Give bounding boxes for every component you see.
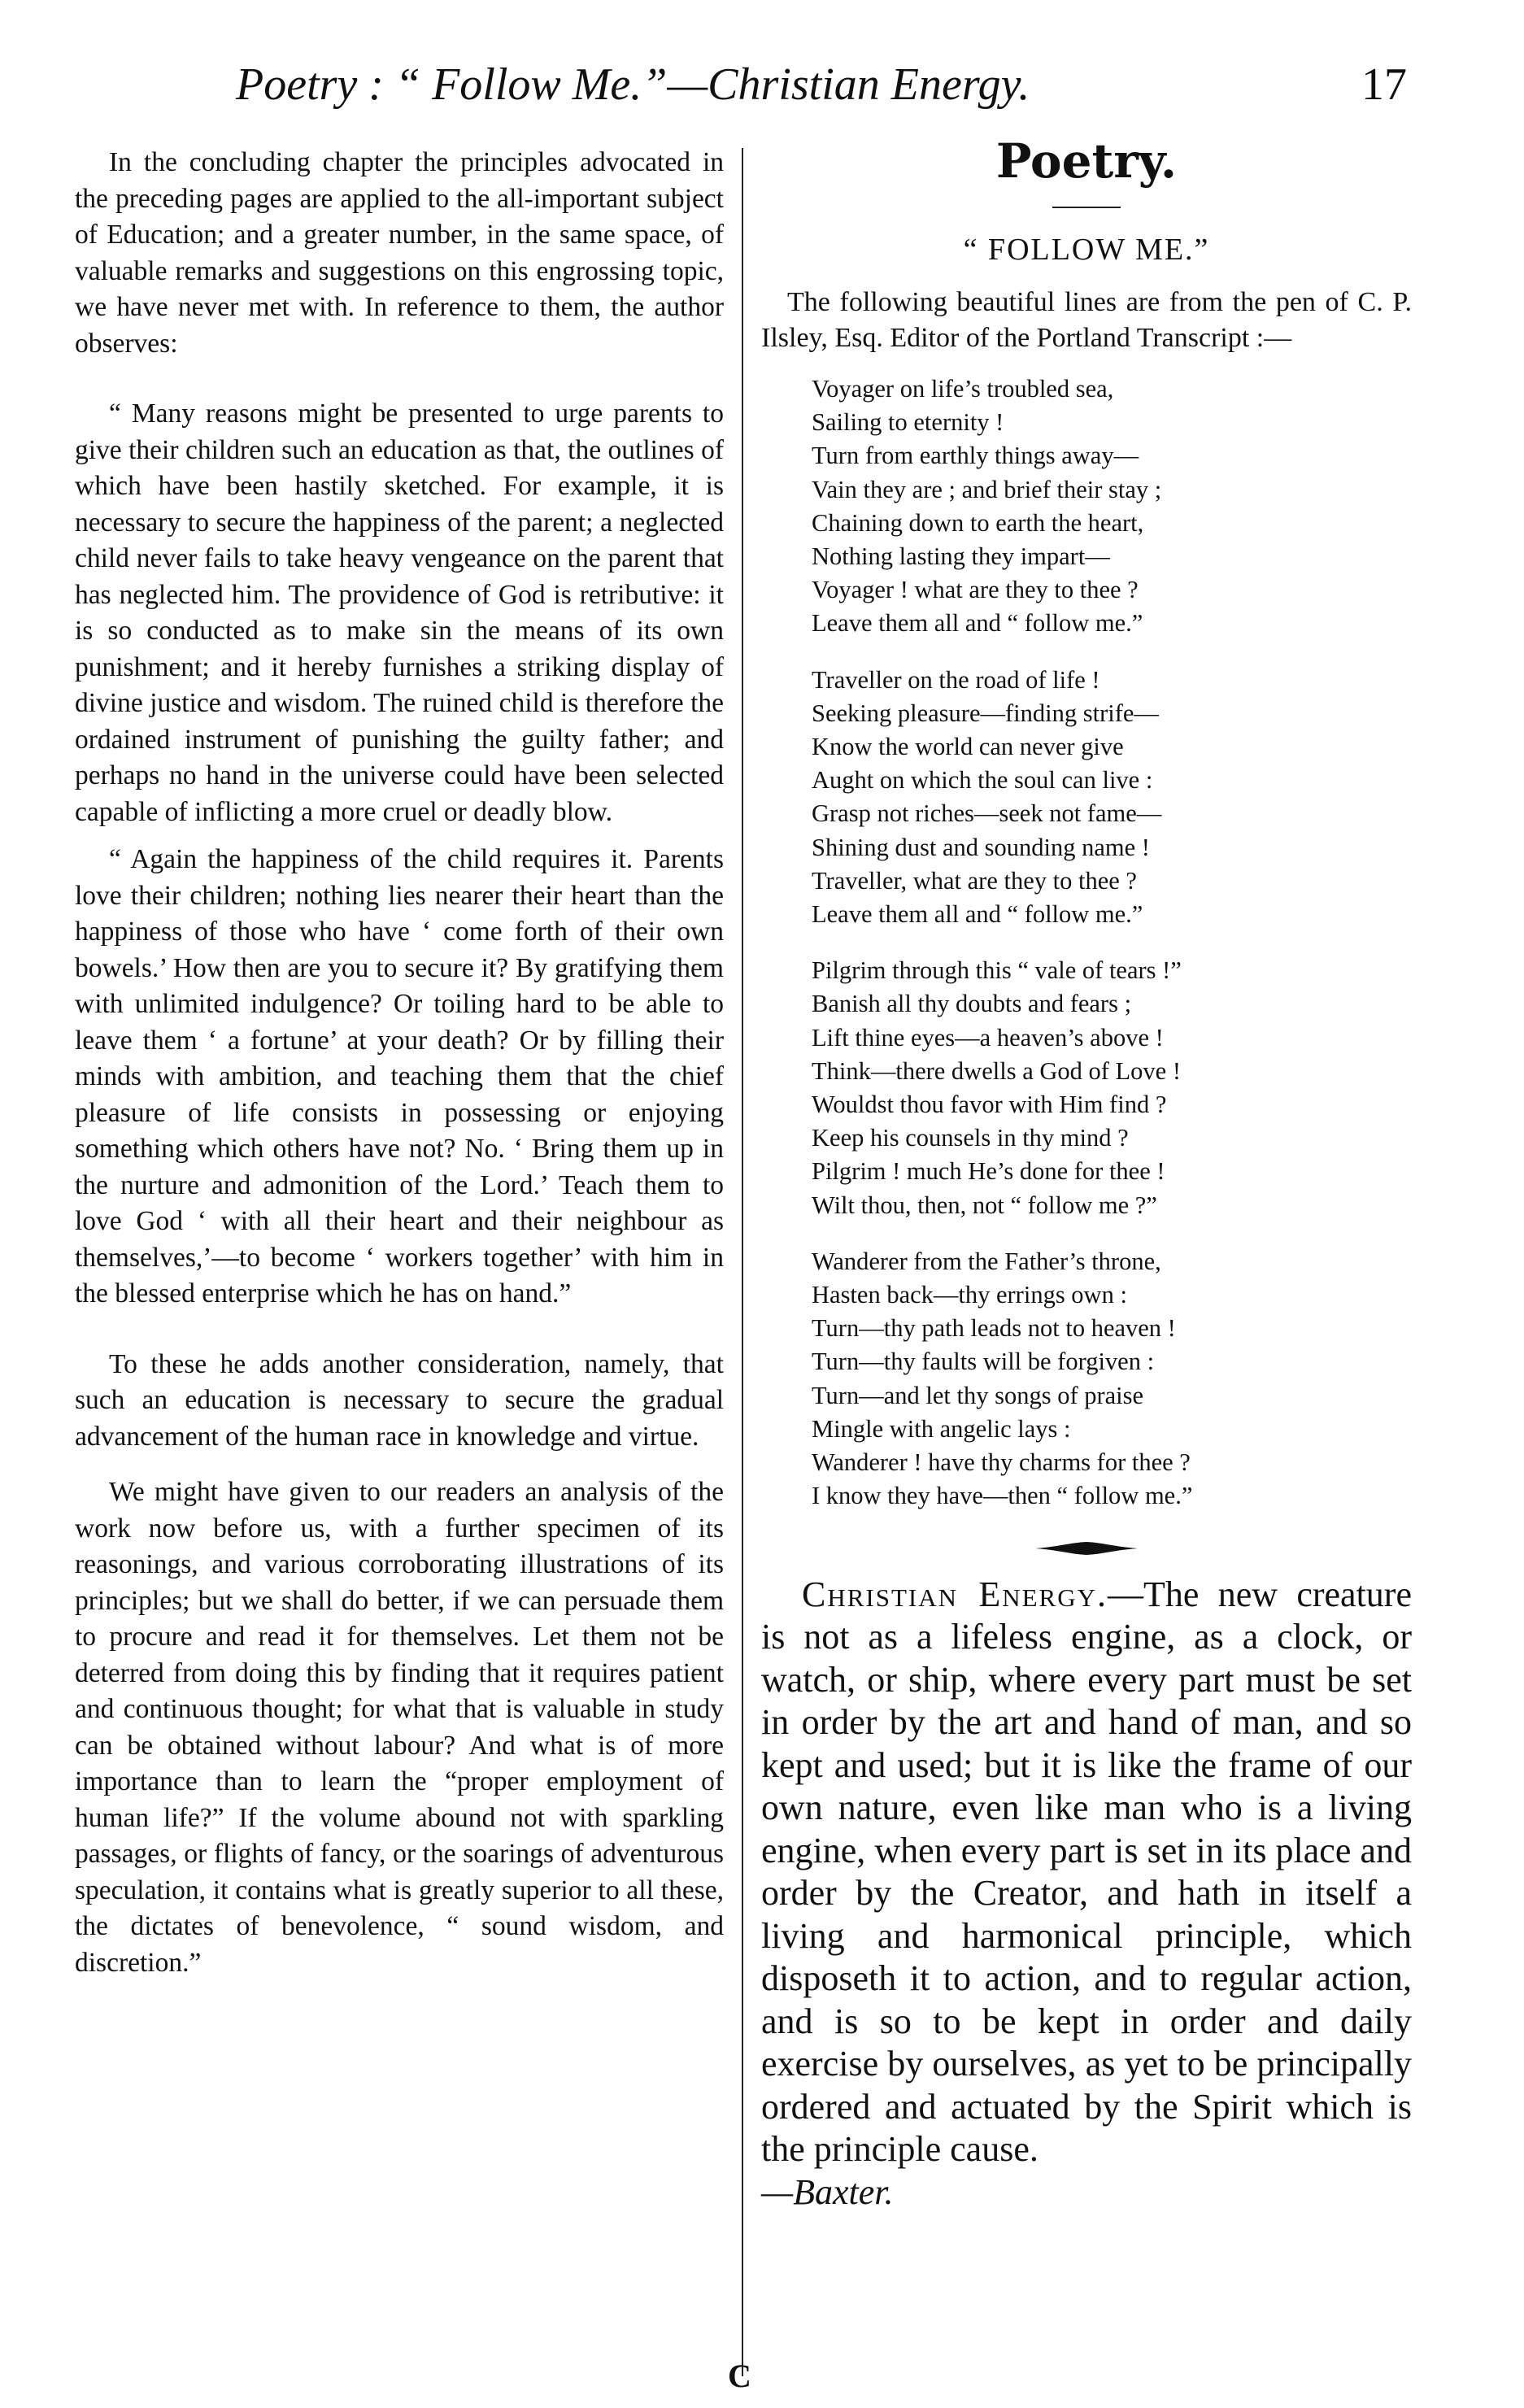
- running-head-title: Poetry : “ Follow Me.”—Christian Energy.: [236, 59, 1030, 110]
- poem-line: I know they have—then “ follow me.”: [812, 1482, 1193, 1510]
- essay-christian-energy: [761, 1574, 1412, 2214]
- poem-line: Voyager ! what are they to thee ?: [812, 576, 1139, 604]
- paragraph-intro: In the concluding chapter the principles advocated in the preceding pages are applied to the all-important subject of Education; and a greater number, in the same space, of valuable remarks and suggestions on this engrossing topic, we have never met with. In reference to them, the author observes:: [75, 147, 724, 359]
- poem-line: Chaining down to earth the heart,: [812, 508, 1144, 537]
- poem-line: Turn—thy path leads not to heaven !: [812, 1314, 1176, 1343]
- poem-line: Aught on which the soul can live :: [812, 766, 1153, 795]
- poem-line: Grasp not riches—seek not fame—: [812, 799, 1162, 828]
- poem-line: Think—there dwells a God of Love !: [812, 1056, 1181, 1085]
- poem-line: Turn from earthly things away—: [812, 442, 1139, 470]
- essay-lead: Christian Energy.: [802, 1574, 1108, 1614]
- essay-attribution: —Baxter.: [761, 2171, 894, 2212]
- poem-title: “ FOLLOW ME.”: [963, 233, 1210, 267]
- poem-line: Traveller on the road of life !: [812, 665, 1100, 694]
- poem-line: Leave them all and “ follow me.”: [812, 900, 1143, 929]
- poem-line: Traveller, what are they to thee ?: [812, 866, 1137, 895]
- poem-line: Vain they are ; and brief their stay ;: [812, 475, 1162, 503]
- poem-line: Leave them all and “ follow me.”: [812, 609, 1143, 638]
- poem-line: Turn—and let thy songs of praise: [812, 1381, 1144, 1409]
- poem-line: Sailing to eternity !: [812, 408, 1004, 437]
- paragraph-quote-child: “ Again the happiness of the child requires it. Parents love their children; nothing lies nearer their heart than the happiness of those who have ‘ come forth of their own bowels.’ How then are you to secure it? By gratifying them with unlimited indulgence? Or toiling hard to be able to leave them ‘ a fortune’ at your death? Or by filling their minds with ambition, and teaching them that the chief pleasure of life consists in possessing or enjoying something which others have not? No. ‘ Bring them up in the nurture and admonition of the Lord.’ Teach them to love God ‘ with all their heart and their neighbour as themselves,’—to become ‘ workers together’ with him in the blessed enterprise which he has on hand.”: [75, 844, 724, 1309]
- poem-line: Pilgrim through this “ vale of tears !”: [812, 956, 1182, 985]
- poem-line: Lift thine eyes—a heaven’s above !: [812, 1023, 1164, 1052]
- right-column: [761, 130, 1412, 2214]
- paragraph-recommendation: We might have given to our readers an analysis of the work now before us, with a further specimen of its reasonings, and various corroborating illustrations of its principles; but we shall do better, if we can persuade them to procure and read it for themselves. Let them not be deterred from doing this by finding that it requires patient and continuous thought; for what that is valuable in study can be obtained without labour? And what is of more importance than to learn the “proper employment of human life?” If the volume abound not with sparkling passages, or flights of fancy, or the soarings of adventurous speculation, it contains what is greatly superior to all these, the dictates of benevolence, “ sound wisdom, and discretion.”: [75, 1477, 724, 1978]
- poem-line: Wanderer ! have thy charms for thee ?: [812, 1448, 1191, 1477]
- section-heading: Poetry.: [995, 133, 1178, 189]
- signature-mark: C: [728, 2358, 751, 2394]
- poem-line: Keep his counsels in thy mind ?: [812, 1124, 1129, 1152]
- poem-line: Voyager on life’s troubled sea,: [812, 375, 1114, 403]
- poem-line: Wilt thou, then, not “ follow me ?”: [812, 1191, 1157, 1219]
- poem-line: Wouldst thou favor with Him find ?: [812, 1091, 1167, 1119]
- stanza-voyager: [812, 372, 1412, 641]
- poem-line: Pilgrim ! much He’s done for thee !: [812, 1157, 1165, 1186]
- poem-line: Shining dust and sounding name !: [812, 833, 1150, 861]
- stanza-wanderer: [812, 1245, 1412, 1513]
- paragraph-quote-parent: “ Many reasons might be presented to urge parents to give their children such an education as that, the outlines of which have been hastily sketched. For example, it is necessary to secure the happiness of the parent; a neglected child never fails to take heavy vengeance on the parent that has neglected him. The providence of God is retributive: it is so conducted as to make sin the means of its own punishment; and it hereby furnishes a striking display of divine justice and wisdom. The ruined child is therefore the ordained instrument of punishing the guilty father; and perhaps no hand in the universe could have been selected capable of inflicting a more cruel or deadly blow.: [75, 398, 724, 827]
- poem-line: Nothing lasting they impart—: [812, 542, 1110, 571]
- stanza-traveller: [812, 664, 1412, 932]
- poem-line: Wanderer from the Father’s throne,: [812, 1247, 1161, 1275]
- essay-body: —The new creature is not as a lifeless engine, as a clock, or watch, or ship, where every part must be set in order by the art and hand of man, and so kept and used; but it is like the frame of our own nature, even like man who is a living engine, when every part is set in its place and order by the Creator, and hath in itself a living and harmonical principle, which disposeth it to action, and to regular action, and is so to be kept in order and daily exercise by ourselves, as yet to be principally ordered and actuated by the Spirit which is the principle cause.: [761, 1574, 1412, 2169]
- heading-rule: [1052, 207, 1121, 208]
- stanza-pilgrim: [812, 954, 1412, 1222]
- poem-line: Turn—thy faults will be forgiven :: [812, 1348, 1155, 1376]
- fleuron-ornament: [1034, 1539, 1139, 1557]
- poem-intro: The following beautiful lines are from the pen of C. P. Ilsley, Esq. Editor of the Portland Transcript :—: [761, 287, 1412, 353]
- poem-line: Seeking pleasure—finding strife—: [812, 699, 1159, 727]
- poem-line: Mingle with angelic lays :: [812, 1414, 1071, 1443]
- paragraph-consideration: To these he adds another consideration, namely, that such an education is necessary to secure the gradual advancement of the human race in knowledge and virtue.: [75, 1348, 724, 1452]
- poem-line: Banish all thy doubts and fears ;: [812, 990, 1132, 1018]
- column-rule: [742, 148, 743, 2376]
- poem-line: Know the world can never give: [812, 733, 1124, 761]
- poem-line: Hasten back—thy errings own :: [812, 1281, 1127, 1309]
- left-column: [75, 145, 724, 1981]
- page-number: 17: [1361, 59, 1407, 110]
- running-head: [236, 52, 1407, 117]
